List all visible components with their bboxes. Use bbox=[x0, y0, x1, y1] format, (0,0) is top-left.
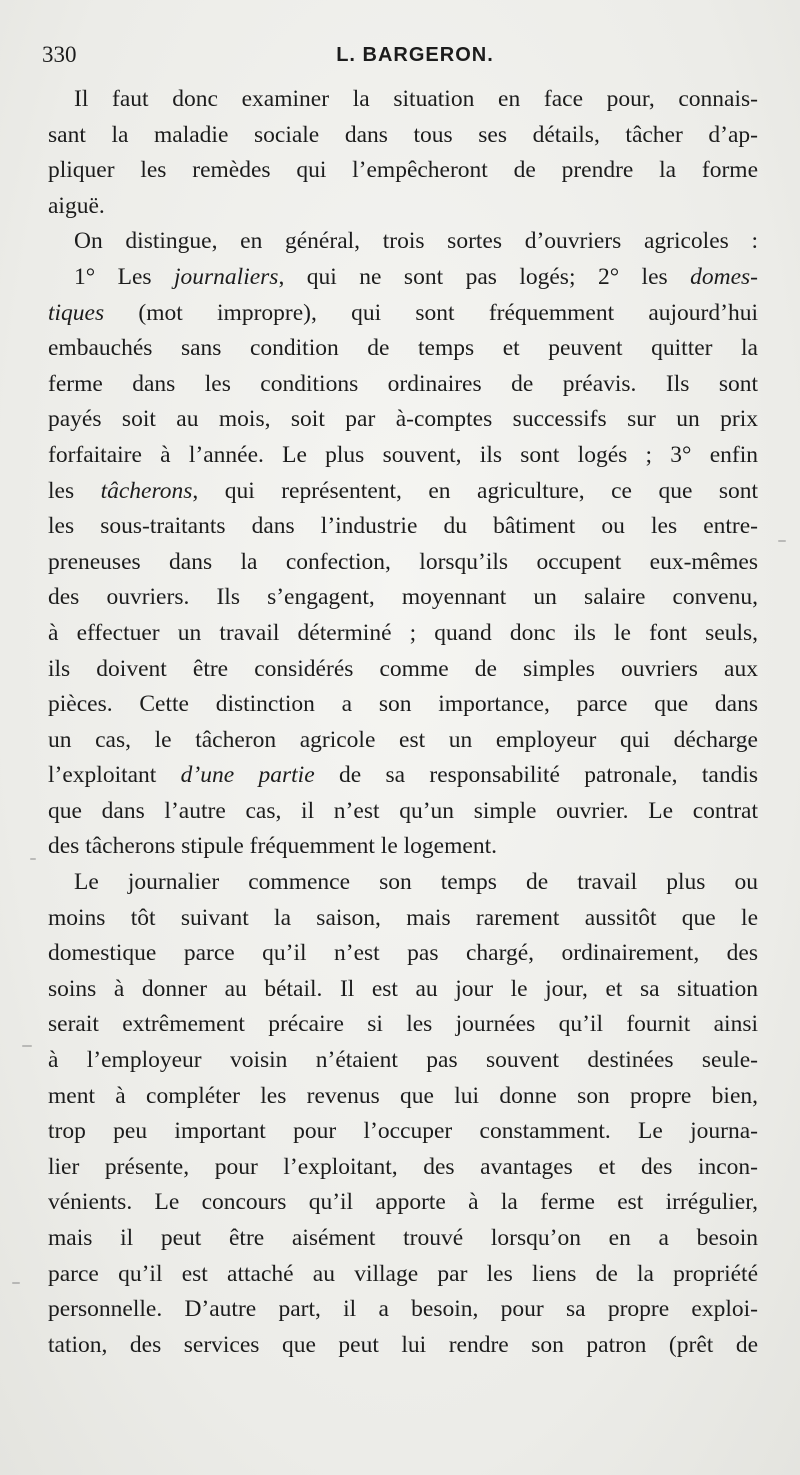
text-run: les bbox=[48, 477, 101, 504]
text-line: ment à compléter les revenus que lui donne son propre bien, bbox=[48, 1082, 758, 1109]
text-line: les sous-traitants dans l’industrie du bâtiment ou les entre- bbox=[48, 513, 758, 540]
text-line: des tâcherons stipule fréquemment le logement. bbox=[48, 833, 497, 860]
italic-run: d’une partie bbox=[180, 762, 315, 789]
text-line: On distingue, en général, trois sortes d’ouvriers agricoles : bbox=[74, 228, 758, 255]
text-line: embauchés sans condition de temps et peuvent quitter la bbox=[48, 335, 758, 362]
body-text bbox=[48, 82, 758, 1363]
italic-run: tiques bbox=[48, 299, 105, 326]
print-speck bbox=[30, 858, 36, 860]
text-line: forfaitaire à l’année. Le plus souvent, ils sont logés ; 3° enfin bbox=[48, 441, 758, 468]
text-line: pliquer les remèdes qui l’empêcheront de prendre la forme bbox=[48, 157, 758, 184]
text-run: , qui représentent, en agriculture, ce que sont bbox=[192, 477, 759, 504]
text-line: ils doivent être considérés comme de simples ouvriers aux bbox=[48, 655, 758, 682]
text-line bbox=[48, 296, 758, 332]
text-line bbox=[48, 758, 758, 794]
text-line: mais il peut être aisément trouvé lorsqu’on en a besoin bbox=[48, 1225, 758, 1251]
print-speck bbox=[12, 1282, 20, 1284]
text-line: pièces. Cette distinction a son importance, parce que dans bbox=[48, 691, 758, 718]
text-line: à effectuer un travail déterminé ; quand donc ils le font seuls, bbox=[48, 619, 758, 646]
text-line: Le journalier commence son temps de travail plus ou bbox=[74, 869, 758, 896]
italic-run: journaliers bbox=[174, 263, 279, 290]
running-head: L. BARGERON. bbox=[336, 44, 494, 66]
text-line: trop peu important pour l’occuper constamment. Le journa- bbox=[48, 1118, 758, 1145]
text-line: personnelle. D’autre part, il a besoin, pour sa propre exploi- bbox=[48, 1296, 758, 1323]
text-line: aiguë. bbox=[48, 192, 105, 219]
italic-run: tâcherons bbox=[100, 477, 193, 504]
text-line: parce qu’il est attaché au village par les liens de la propriété bbox=[48, 1260, 758, 1287]
print-speck bbox=[22, 1045, 32, 1047]
text-line: sant la maladie sociale dans tous ses détails, tâcher d’ap- bbox=[48, 121, 758, 148]
text-line: moins tôt suivant la saison, mais rarement aussitôt que le bbox=[48, 904, 758, 931]
text-line: lier présente, pour l’exploitant, des avantages et des incon- bbox=[48, 1153, 758, 1180]
text-line: serait extrêmement précaire si les journées qu’il fournit ainsi bbox=[48, 1011, 758, 1038]
print-speck bbox=[778, 540, 786, 542]
text-line: Il faut donc examiner la situation en face pour, connais- bbox=[74, 86, 758, 112]
page-number: 330 bbox=[42, 42, 77, 67]
text-line: un cas, le tâcheron agricole est un employeur qui décharge bbox=[48, 726, 758, 753]
text-run: de sa responsabilité patronale, tandis bbox=[314, 762, 758, 789]
text-line: soins à donner au bétail. Il est au jour le jour, et sa situation bbox=[48, 975, 758, 1002]
text-run: 1° Les bbox=[74, 263, 174, 290]
text-line: des ouvriers. Ils s’engagent, moyennant un salaire convenu, bbox=[48, 584, 758, 611]
text-line: à l’employeur voisin n’étaient pas souvent destinées seule- bbox=[48, 1047, 758, 1074]
text-line: payés soit au mois, soit par à-comptes successifs sur un prix bbox=[48, 406, 758, 433]
text-line bbox=[48, 260, 758, 296]
text-line: que dans l’autre cas, il n’est qu’un simple ouvrier. Le contrat bbox=[48, 797, 758, 824]
text-line: domestique parce qu’il n’est pas chargé, ordinairement, des bbox=[48, 940, 758, 967]
italic-run: domes- bbox=[690, 263, 758, 290]
text-line bbox=[48, 474, 758, 510]
text-run: l’exploitant bbox=[48, 762, 181, 789]
text-run: , qui ne sont pas logés; 2° les bbox=[278, 263, 691, 290]
text-line: preneuses dans la confection, lorsqu’ils occupent eux-mêmes bbox=[48, 548, 758, 575]
text-line: tation, des services que peut lui rendre son patron (prêt de bbox=[48, 1331, 758, 1358]
text-line: ferme dans les conditions ordinaires de préavis. Ils sont bbox=[48, 370, 758, 397]
text-line: vénients. Le concours qu’il apporte à la ferme est irrégulier, bbox=[48, 1189, 758, 1216]
text-run: (mot impropre), qui sont fréquemment aujourd’hui bbox=[104, 299, 758, 326]
page-header bbox=[30, 36, 770, 76]
